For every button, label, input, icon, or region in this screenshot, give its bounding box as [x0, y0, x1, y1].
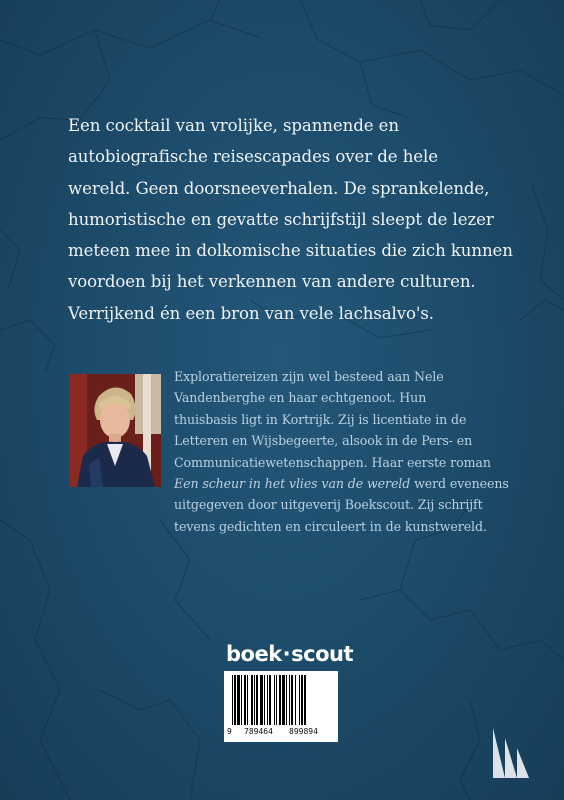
barcode-bar	[299, 675, 300, 725]
blurb-line: wereld. Geen doorsneeverhalen. De sprankelende,	[68, 178, 490, 198]
logo-part-1: boek	[226, 642, 282, 666]
barcode-bar	[304, 675, 306, 725]
barcode-bar	[260, 675, 263, 725]
bio-line: Exploratiereizen zijn wel besteed aan Nele	[174, 369, 444, 384]
barcode-bar	[234, 675, 236, 725]
blurb-line: meteen mee in dolkomische situaties die zich kunnen	[68, 241, 513, 261]
barcode-group-1: 789464	[244, 727, 273, 736]
bio-line: uitgegeven door uitgeverij Boekscout. Zij schrijft	[174, 497, 483, 513]
logo-part-2: scout	[291, 642, 354, 666]
barcode-bar	[291, 675, 293, 725]
barcode-bar	[279, 675, 281, 725]
barcode-bar	[251, 675, 253, 725]
barcode-bar	[244, 675, 246, 725]
barcode-bar	[276, 675, 277, 725]
blurb-line: autobiografische reisescapades over de hele	[68, 147, 438, 167]
barcode-bar	[256, 675, 258, 725]
barcode-first-digit: 9	[227, 727, 232, 736]
barcode	[224, 671, 338, 742]
blurb-line: humoristische en gevatte schrijfstijl sleept de lezer	[68, 209, 494, 229]
barcode-bar	[237, 675, 240, 725]
barcode-bar	[301, 675, 303, 725]
author-bio	[174, 366, 514, 537]
barcode-bar	[232, 675, 233, 725]
barcode-bar	[267, 675, 268, 725]
barcode-bar	[247, 675, 248, 725]
bio-line	[174, 473, 514, 494]
bio-line: thuisbasis ligt in Kortrijk. Zij is licentiate in de	[174, 411, 467, 427]
barcode-group-2: 899894	[289, 727, 318, 736]
barcode-bar	[254, 675, 255, 725]
novel-title: Een scheur in het vlies van de wereld	[174, 476, 411, 492]
author-photo	[69, 374, 161, 487]
barcode-bar	[286, 675, 287, 725]
barcode-bar	[264, 675, 265, 725]
barcode-number	[224, 727, 338, 740]
bio-line: Communicatiewetenschappen. Haar eerste roman	[174, 454, 491, 470]
barcode-bar	[269, 675, 271, 725]
bio-line: tevens gedichten en circuleert in de kunstwereld.	[174, 518, 487, 534]
bio-line-rest: werd eveneens	[410, 476, 509, 492]
blurb	[68, 110, 530, 329]
logo-dot: ·	[282, 642, 291, 666]
publisher-logo	[226, 640, 354, 668]
bio-line: Letteren en Wijsbegeerte, alsook in de Pers- en	[174, 433, 473, 449]
barcode-bar	[241, 675, 242, 725]
blurb-line: Verrijkend én een bron van vele lachsalvo's.	[68, 303, 434, 323]
barcode-bars	[224, 671, 338, 727]
barcode-bar	[282, 675, 285, 725]
barcode-bar	[274, 675, 275, 725]
publisher-mark-icon	[485, 720, 533, 780]
barcode-bar	[289, 675, 290, 725]
blurb-line: Een cocktail van vrolijke, spannende en	[68, 116, 399, 135]
bio-line: Vandenberghe en haar echtgenoot. Hun	[174, 390, 427, 406]
blurb-line: voordoen bij het verkennen van andere culturen.	[68, 272, 476, 292]
barcode-bar	[295, 675, 296, 725]
